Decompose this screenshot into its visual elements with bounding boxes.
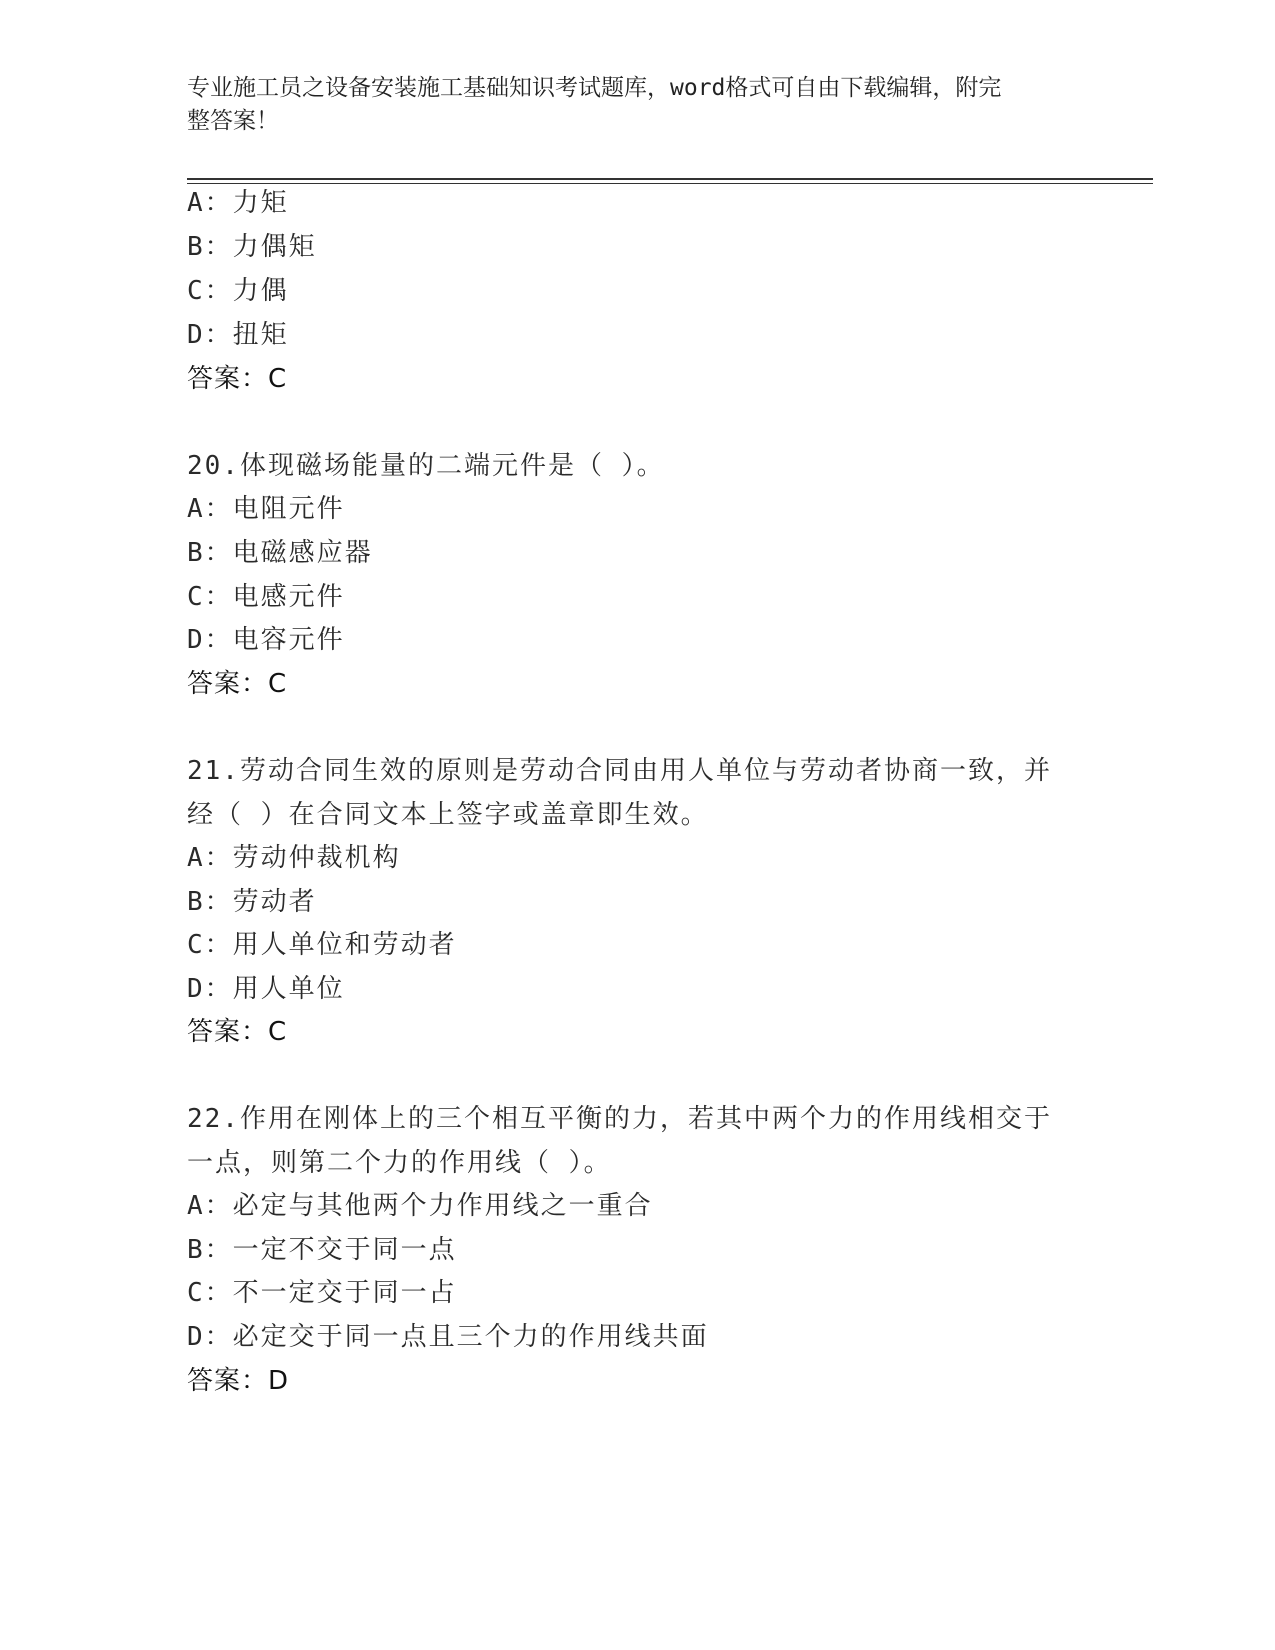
q20-answer: 答案：C <box>187 669 288 699</box>
q21-question-line-2: 经（ ）在合同文本上签字或盖章即生效。 <box>187 800 709 830</box>
q21-option-d: D：用人单位 <box>187 974 345 1004</box>
q21-option-b: B：劳动者 <box>187 887 317 917</box>
q22-option-d: D：必定交于同一点且三个力的作用线共面 <box>187 1322 709 1352</box>
document-header <box>187 72 1087 138</box>
q19-option-d: D：扭矩 <box>187 320 289 350</box>
q21-answer: 答案：C <box>187 1017 288 1047</box>
header-line-1: 专业施工员之设备安装施工基础知识考试题库，word格式可自由下载编辑，附完 <box>187 75 1002 101</box>
q21-question-line-1: 21.劳动合同生效的原则是劳动合同由用人单位与劳动者协商一致，并 <box>187 756 1052 786</box>
q22-option-a: A：必定与其他两个力作用线之一重合 <box>187 1191 653 1221</box>
q19-option-c: C：力偶 <box>187 276 289 306</box>
q20-option-a: A：电阻元件 <box>187 494 345 524</box>
header-divider <box>187 178 1153 184</box>
q22-option-c: C：不一定交于同一占 <box>187 1278 457 1308</box>
q19-answer: 答案：C <box>187 364 288 394</box>
q21-option-c: C：用人单位和劳动者 <box>187 930 457 960</box>
q22-question-line-2: 一点，则第二个力的作用线（ ）。 <box>187 1148 612 1178</box>
q20-question: 20.体现磁场能量的二端元件是（ ）。 <box>187 451 665 481</box>
q20-option-b: B：电磁感应器 <box>187 538 373 568</box>
q22-answer: 答案：D <box>187 1366 290 1396</box>
q19-option-b: B：力偶矩 <box>187 232 317 262</box>
q20-option-d: D：电容元件 <box>187 625 345 655</box>
header-line-2: 整答案！ <box>187 108 279 134</box>
q19-option-a: A：力矩 <box>187 188 289 218</box>
q21-option-a: A：劳动仲裁机构 <box>187 843 401 873</box>
q20-option-c: C：电感元件 <box>187 582 345 612</box>
q22-option-b: B：一定不交于同一点 <box>187 1235 457 1265</box>
q22-question-line-1: 22.作用在刚体上的三个相互平衡的力，若其中两个力的作用线相交于 <box>187 1104 1052 1134</box>
